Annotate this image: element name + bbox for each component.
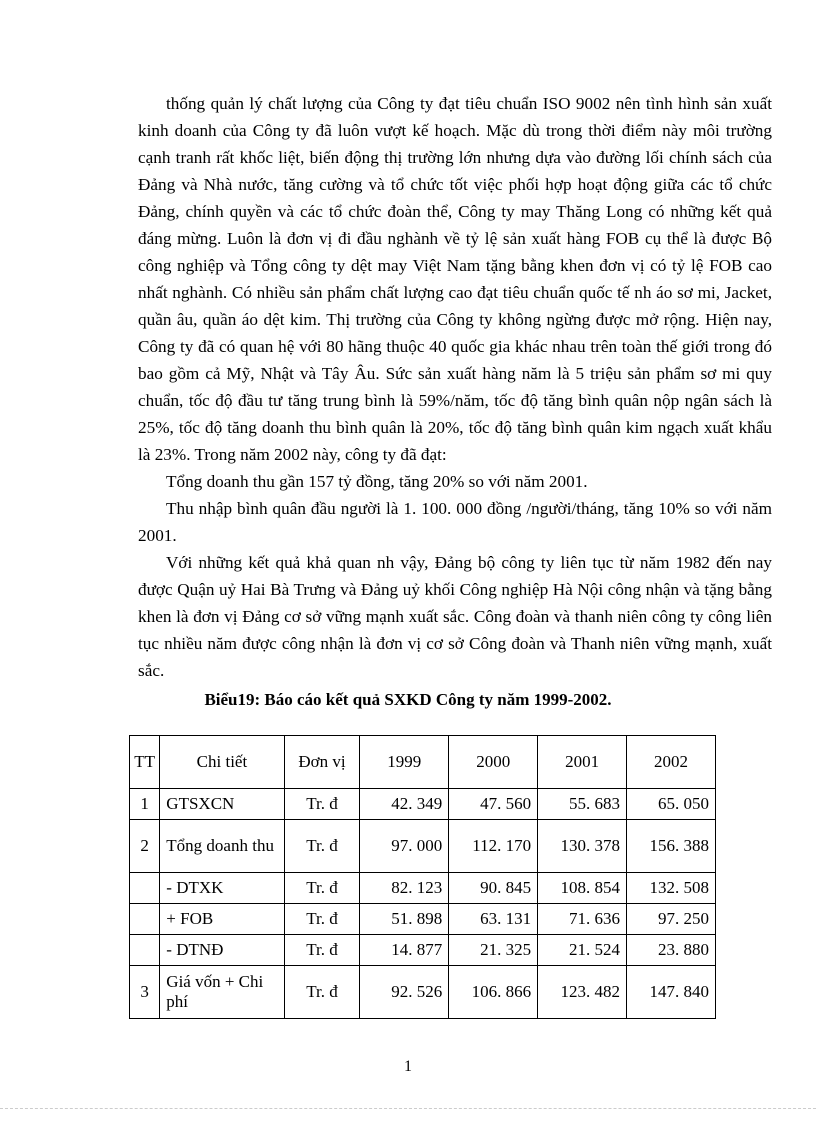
header-2001: 2001 <box>538 736 627 789</box>
cell-1999: 14. 877 <box>360 935 449 966</box>
cell-2002: 156. 388 <box>627 820 716 873</box>
results-table <box>129 735 716 1019</box>
cell-2000: 47. 560 <box>449 789 538 820</box>
paragraph-awards: Với những kết quả khả quan nh vậy, Đảng bộ công ty liên tục từ năm 1982 đến nay được Quận uỷ Hai Bà Trưng và Đảng uỷ khối Công nghiệp Hà Nội công nhận và tặng bằng khen là đơn vị Đảng cơ sở vững mạnh xuất sắc. Công đoàn và thanh niên công ty công liên tục nhiều năm được công nhận là đơn vị cơ sở Công đoàn và Thanh niên vững mạnh, xuất sắc. <box>138 553 772 680</box>
cell-2000: 112. 170 <box>449 820 538 873</box>
table-caption: Biểu19: Báo cáo kết quả SXKD Công ty năm 1999-2002. <box>204 690 612 709</box>
cell-2002: 147. 840 <box>627 966 716 1019</box>
cell-tt <box>130 873 160 904</box>
cell-2000: 63. 131 <box>449 904 538 935</box>
cell-2001: 21. 524 <box>538 935 627 966</box>
table-header-row <box>130 736 716 789</box>
cell-tt: 3 <box>130 966 160 1019</box>
cell-2001: 71. 636 <box>538 904 627 935</box>
cell-unit: Tr. đ <box>284 820 360 873</box>
cell-tt <box>130 935 160 966</box>
cell-detail: Tổng doanh thu <box>160 820 284 873</box>
table-row <box>130 789 716 820</box>
cell-2000: 21. 325 <box>449 935 538 966</box>
paragraph-revenue: Tổng doanh thu gần 157 tỷ đồng, tăng 20% so với năm 2001. <box>166 472 588 491</box>
header-tt: TT <box>130 736 160 789</box>
cell-detail: GTSXCN <box>160 789 284 820</box>
footer-divider <box>0 1108 816 1109</box>
cell-tt <box>130 904 160 935</box>
header-unit: Đơn vị <box>284 736 360 789</box>
cell-tt: 2 <box>130 820 160 873</box>
cell-2002: 23. 880 <box>627 935 716 966</box>
cell-unit: Tr. đ <box>284 789 360 820</box>
cell-detail: Giá vốn + Chi phí <box>160 966 284 1019</box>
cell-unit: Tr. đ <box>284 873 360 904</box>
header-1999: 1999 <box>360 736 449 789</box>
cell-unit: Tr. đ <box>284 935 360 966</box>
cell-2001: 108. 854 <box>538 873 627 904</box>
table-row <box>130 966 716 1019</box>
cell-2002: 132. 508 <box>627 873 716 904</box>
cell-detail: - DTNĐ <box>160 935 284 966</box>
cell-2001: 123. 482 <box>538 966 627 1019</box>
cell-unit: Tr. đ <box>284 966 360 1019</box>
cell-1999: 82. 123 <box>360 873 449 904</box>
header-2002: 2002 <box>627 736 716 789</box>
header-detail: Chi tiết <box>160 736 284 789</box>
cell-2002: 65. 050 <box>627 789 716 820</box>
cell-2001: 130. 378 <box>538 820 627 873</box>
paragraph-income: Thu nhập bình quân đầu người là 1. 100. 000 đồng /người/tháng, tăng 10% so với năm 2001. <box>138 499 772 545</box>
cell-1999: 97. 000 <box>360 820 449 873</box>
page-number: 1 <box>404 1058 412 1075</box>
cell-detail: + FOB <box>160 904 284 935</box>
table-row <box>130 873 716 904</box>
cell-2002: 97. 250 <box>627 904 716 935</box>
table-row <box>130 820 716 873</box>
header-2000: 2000 <box>449 736 538 789</box>
cell-2000: 106. 866 <box>449 966 538 1019</box>
cell-1999: 92. 526 <box>360 966 449 1019</box>
cell-2000: 90. 845 <box>449 873 538 904</box>
cell-1999: 42. 349 <box>360 789 449 820</box>
cell-detail: - DTXK <box>160 873 284 904</box>
table-row <box>130 935 716 966</box>
cell-tt: 1 <box>130 789 160 820</box>
paragraph-intro: thống quản lý chất lượng của Công ty đạt tiêu chuẩn ISO 9002 nên tình hình sản xuất kinh doanh của Công ty đã luôn vượt kế hoạch. Mặc dù trong thời điểm này môi trường cạnh tranh rất khốc liệt, biến động thị trường lớn nhưng dựa vào đường lối chính sách của Đảng và Nhà nước, tăng cường và tổ chức tốt việc phối hợp hoạt động giữa các tổ chức Đảng, chính quyền và các tổ chức đoàn thể, Công ty may Thăng Long có những kết quả đáng mừng. Luôn là đơn vị đi đầu nghành về tỷ lệ sản xuất hàng FOB cụ thể là được Bộ công nghiệp và Tổng công ty dệt may Việt Nam tặng bằng khen đơn vị có tỷ lệ FOB cao nhất nghành. Có nhiều sản phẩm chất lượng cao đạt tiêu chuẩn quốc tế nh áo sơ mi, Jacket, quần âu, quần áo dệt kim. Thị trường của Công ty không ngừng được mở rộng. Hiện nay, Công ty đã có quan hệ với 80 hãng thuộc 40 quốc gia khác nhau trên toàn thế giới trong đó bao gồm cả Mỹ, Nhật và Tây Âu. Sức sản xuất hàng năm là 5 triệu sản phẩm sơ mi quy chuẩn, tốc độ đầu tư tăng trung bình là 59%/năm, tốc độ tăng bình quân nộp ngân sách là 25%, tốc độ tăng doanh thu bình quân là 20%, tốc độ tăng bình quân kim ngạch xuất khẩu là 23%. Trong năm 2002 này, công ty đã đạt: <box>138 94 772 464</box>
table-row <box>130 904 716 935</box>
cell-unit: Tr. đ <box>284 904 360 935</box>
cell-1999: 51. 898 <box>360 904 449 935</box>
cell-2001: 55. 683 <box>538 789 627 820</box>
body-text <box>138 90 772 684</box>
